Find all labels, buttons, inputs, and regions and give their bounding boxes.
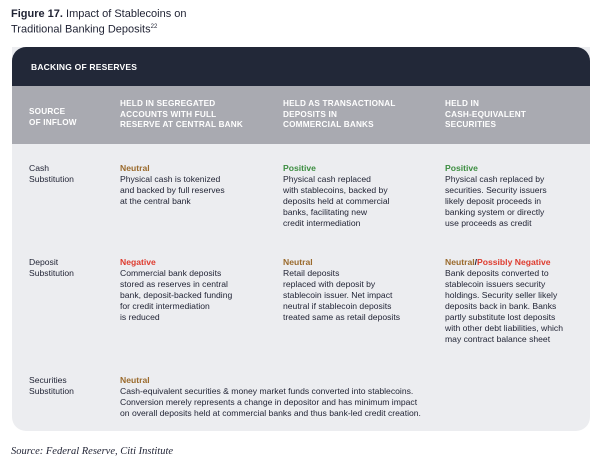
cell-cash-transactional <box>283 163 443 229</box>
footnote-ref: 22 <box>150 23 158 30</box>
cell-securities-span <box>120 375 580 419</box>
figure-title-text: Impact of Stablecoins on Traditional Banking Deposits <box>11 8 187 36</box>
row-label-securities-substitution: Securities Substitution <box>29 375 74 396</box>
band-title: BACKING OF RESERVES <box>31 62 138 72</box>
header-cash-equivalent: HELD IN CASH-EQUIVALENT SECURITIES <box>445 99 527 129</box>
header-source-of-inflow: SOURCE OF INFLOW <box>29 107 77 127</box>
impact-tag <box>445 257 587 268</box>
figure-label: Figure 17. <box>11 8 63 20</box>
source-note: Source: Federal Reserve, Citi Institute <box>11 446 174 457</box>
impact-tag-separator: / <box>474 257 477 267</box>
header-segregated-accounts: HELD IN SEGREGATED ACCOUNTS WITH FULL RESERVE AT CENTRAL BANK <box>120 99 244 129</box>
cell-text: Bank deposits converted to stablecoin issuers security holdings. Security seller likely deposits back in bank. Banks partly substitute lost deposits with other debt liabilities, which may contract balance sheet <box>445 268 563 344</box>
cell-deposit-segregated <box>120 257 280 323</box>
cell-text: Physical cash replaced by securities. Security issuers likely deposit proceeds in banking system or directly use proceeds as credit <box>445 174 547 228</box>
cell-deposit-transactional <box>283 257 443 323</box>
cell-deposit-securities <box>445 257 587 345</box>
cell-cash-segregated <box>120 163 280 207</box>
header-transactional-deposits: HELD AS TRANSACTIONAL DEPOSITS IN COMMERCIAL BANKS <box>283 99 396 129</box>
impact-tag-possibly-negative: Possibly Negative <box>477 257 551 267</box>
impact-tag: Neutral <box>120 375 150 385</box>
impact-tag: Negative <box>120 257 156 267</box>
impact-table <box>12 47 590 431</box>
table-header-row <box>12 86 590 144</box>
figure-title <box>11 8 211 36</box>
impact-tag: Positive <box>283 163 316 173</box>
cell-text: Cash-equivalent securities & money market funds converted into stablecoins. Conversion merely represents a change in depositor and has minimum impact on overall deposits held at commercial banks and thus bank-led credit creation. <box>120 386 421 418</box>
row-label-cash-substitution: Cash Substitution <box>29 163 74 184</box>
impact-tag: Positive <box>445 163 478 173</box>
cell-text: Retail deposits replaced with deposit by stablecoin issuer. Net impact neutral if stablecoin deposits treated same as retail deposits <box>283 268 401 322</box>
cell-text: Physical cash replaced with stablecoins, backed by deposits held at commercial banks, facilitating new credit intermediation <box>283 174 390 228</box>
cell-text: Physical cash is tokenized and backed by full reserves at the central bank <box>120 174 225 206</box>
impact-tag: Neutral <box>283 257 313 267</box>
impact-tag-neutral: Neutral <box>445 257 475 267</box>
impact-tag: Neutral <box>120 163 150 173</box>
table-band <box>12 47 590 86</box>
cell-cash-securities <box>445 163 585 229</box>
cell-text: Commercial bank deposits stored as reserves in central bank, deposit-backed funding for credit intermediation is reduced <box>120 268 233 322</box>
row-label-deposit-substitution: Deposit Substitution <box>29 257 74 278</box>
